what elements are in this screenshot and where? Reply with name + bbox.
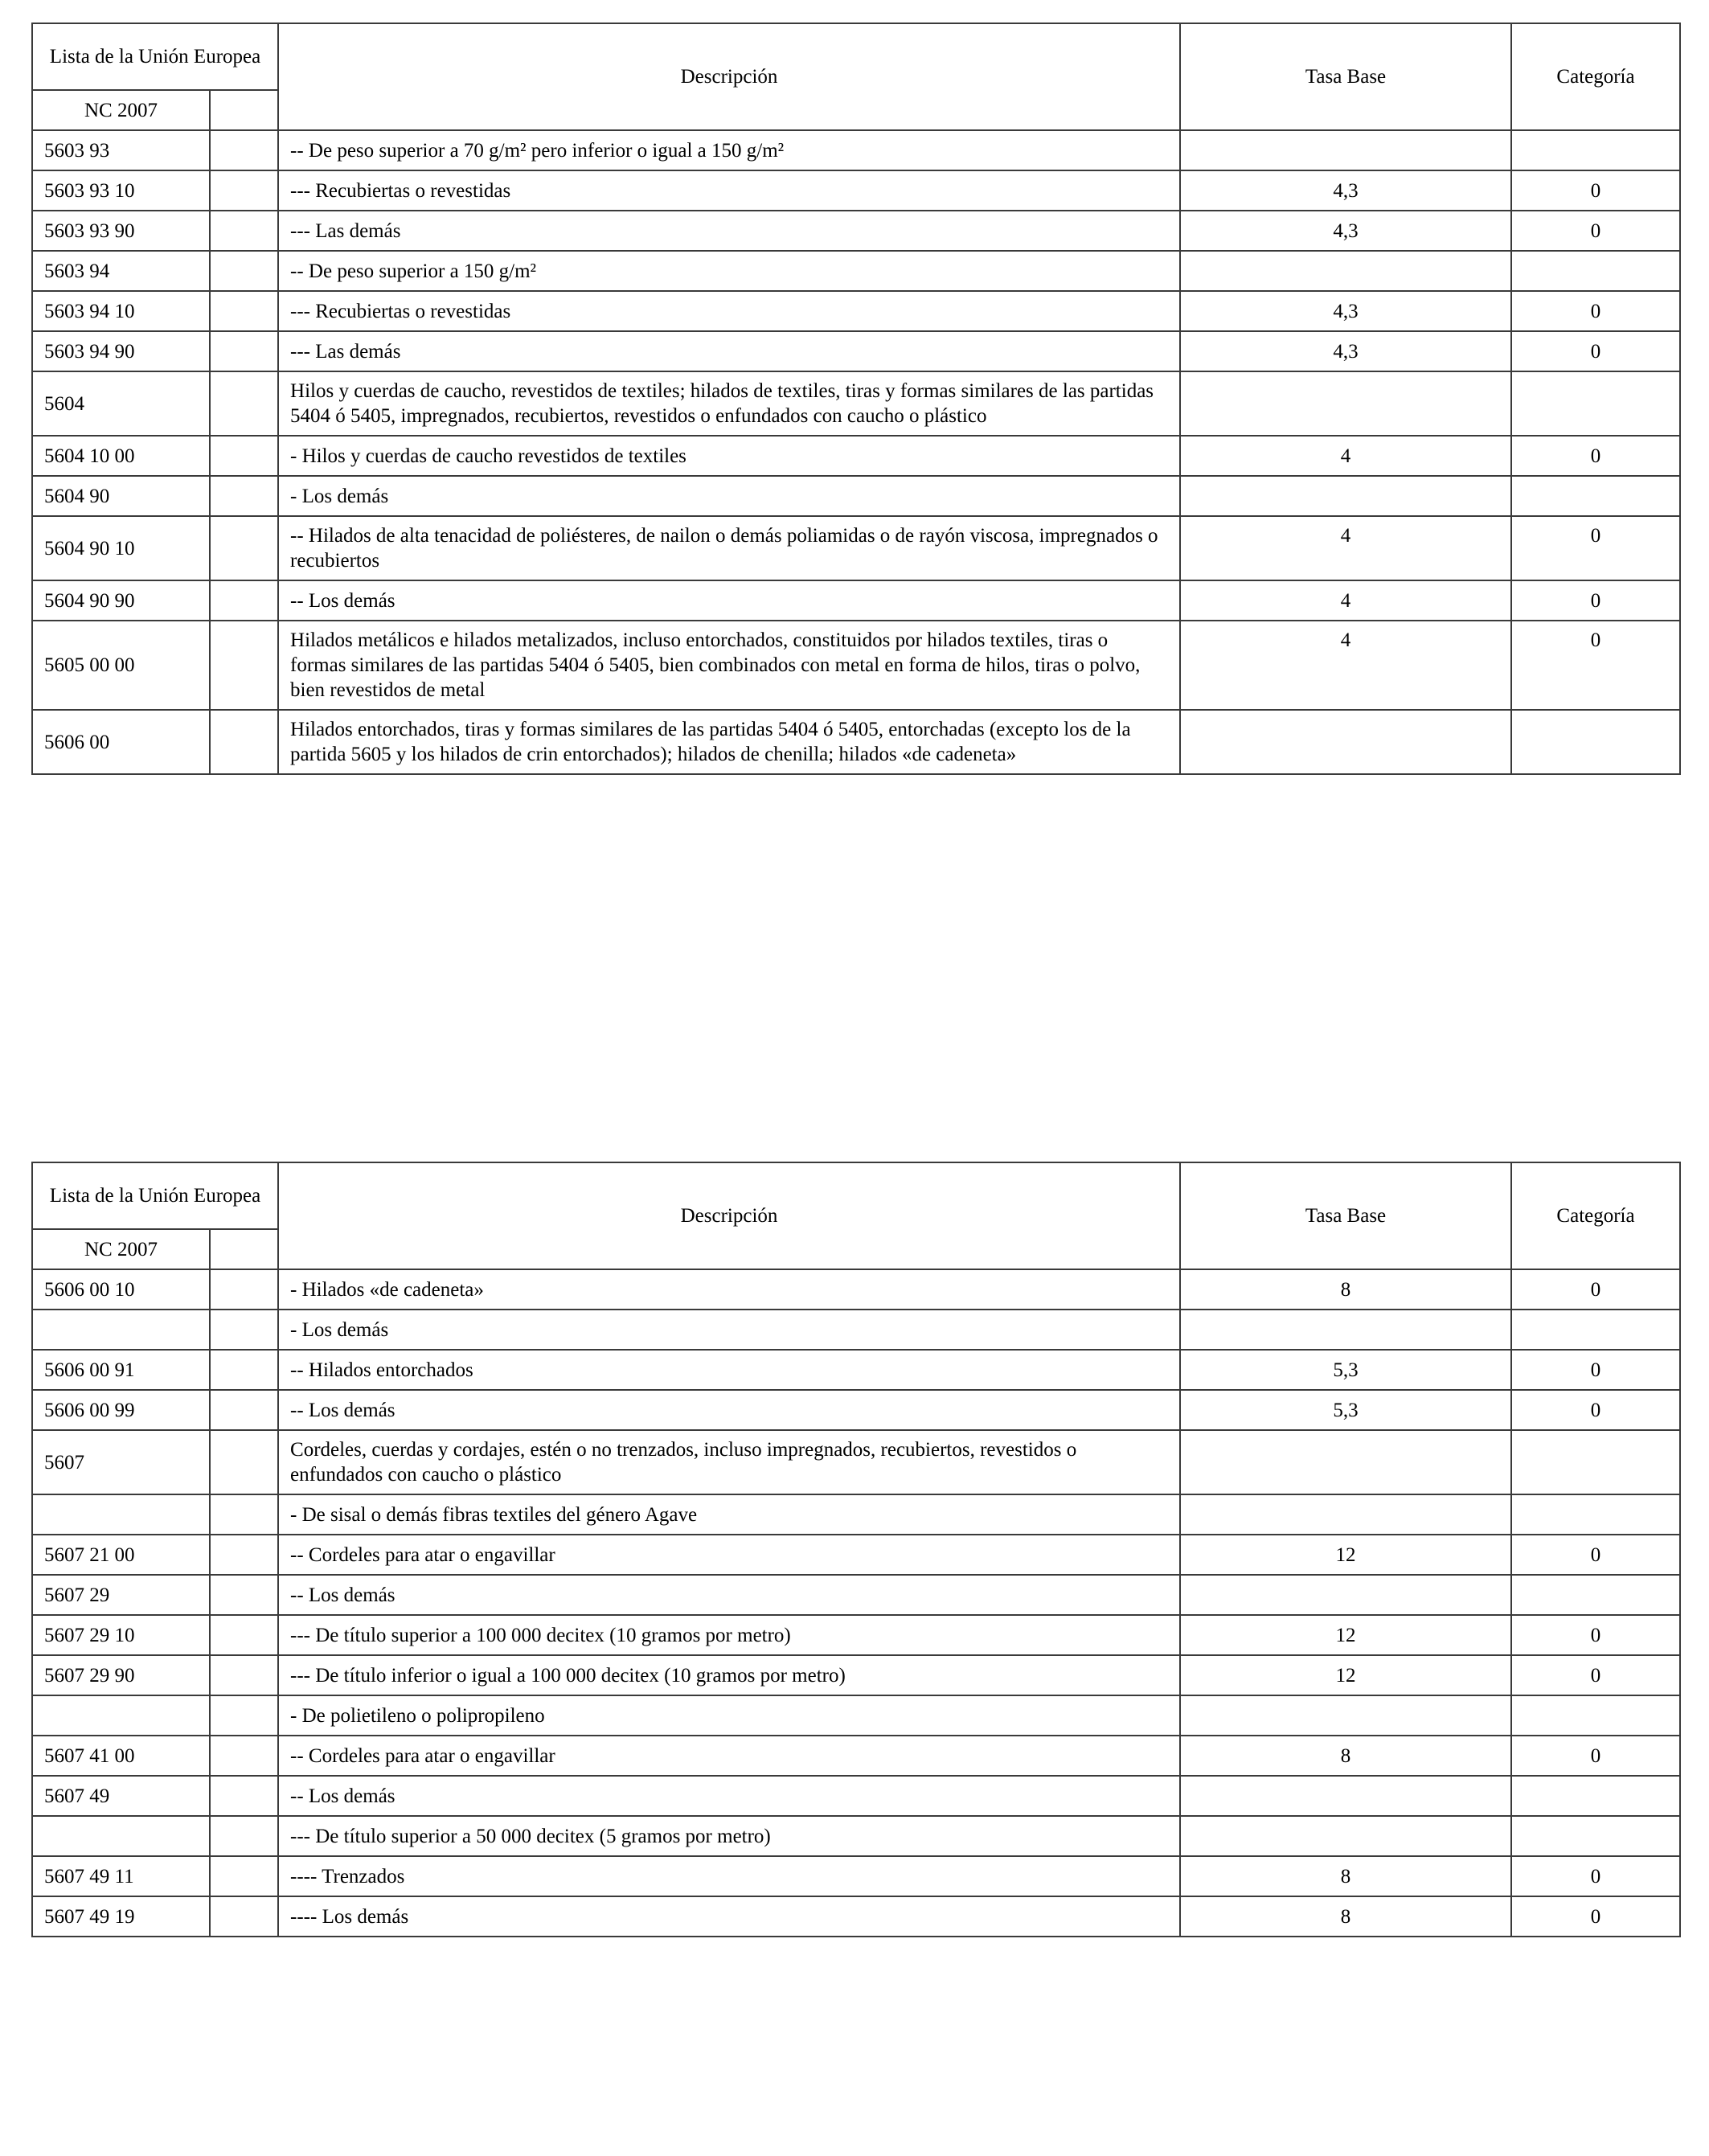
header-list-label: Lista de la Unión Europea	[32, 23, 278, 90]
category-cell	[1511, 371, 1680, 436]
category-cell: 0	[1511, 436, 1680, 476]
base-rate-cell: 12	[1180, 1615, 1511, 1655]
spacer-cell	[210, 1350, 278, 1390]
description-cell: -- Los demás	[278, 580, 1180, 621]
table-row	[32, 1615, 1680, 1655]
spacer-cell	[210, 291, 278, 331]
nc-code-cell	[32, 1310, 210, 1350]
description-cell: --- Recubiertas o revestidas	[278, 170, 1180, 211]
nc-code-cell: 5607 21 00	[32, 1535, 210, 1575]
base-rate-cell	[1180, 476, 1511, 516]
base-rate-cell: 4,3	[1180, 170, 1511, 211]
nc-code-cell: 5603 93 90	[32, 211, 210, 251]
table-row	[32, 1896, 1680, 1937]
table-row	[32, 1430, 1680, 1494]
table-row	[32, 251, 1680, 291]
description-cell: - Los demás	[278, 476, 1180, 516]
spacer-cell	[210, 331, 278, 371]
base-rate-cell: 4,3	[1180, 291, 1511, 331]
spacer-cell	[210, 516, 278, 580]
spacer-cell	[210, 1816, 278, 1856]
table-row	[32, 1816, 1680, 1856]
description-cell: -- Hilados entorchados	[278, 1350, 1180, 1390]
category-cell	[1511, 1494, 1680, 1535]
spacer-cell	[210, 1695, 278, 1736]
nc-code-cell: 5603 93 10	[32, 170, 210, 211]
base-rate-cell	[1180, 1695, 1511, 1736]
table-row	[32, 1856, 1680, 1896]
nc-code-cell	[32, 1816, 210, 1856]
header-category: Categoría	[1511, 23, 1680, 130]
spacer-cell	[210, 1856, 278, 1896]
spacer-cell	[210, 251, 278, 291]
description-cell: -- Hilados de alta tenacidad de poliésteres, de nailon o demás poliamidas o de rayón viscosa, impregnados o recubiertos	[278, 516, 1180, 580]
header-base-rate: Tasa Base	[1180, 23, 1511, 130]
category-cell: 0	[1511, 1535, 1680, 1575]
nc-code-cell: 5607 41 00	[32, 1736, 210, 1776]
base-rate-cell: 8	[1180, 1896, 1511, 1937]
table-body	[32, 1269, 1680, 1937]
description-cell: -- Los demás	[278, 1390, 1180, 1430]
spacer-cell	[210, 1896, 278, 1937]
base-rate-cell: 12	[1180, 1655, 1511, 1695]
nc-code-cell	[32, 1695, 210, 1736]
category-cell	[1511, 1776, 1680, 1816]
description-cell: - Hilos y cuerdas de caucho revestidos de textiles	[278, 436, 1180, 476]
description-cell: -- Los demás	[278, 1776, 1180, 1816]
category-cell: 0	[1511, 621, 1680, 710]
spacer-cell	[210, 371, 278, 436]
header-list-label: Lista de la Unión Europea	[32, 1162, 278, 1229]
category-cell: 0	[1511, 580, 1680, 621]
category-cell: 0	[1511, 1896, 1680, 1937]
spacer-cell	[210, 1430, 278, 1494]
nc-code-cell: 5607 49 11	[32, 1856, 210, 1896]
category-cell: 0	[1511, 516, 1680, 580]
category-cell: 0	[1511, 211, 1680, 251]
spacer-cell	[210, 1390, 278, 1430]
base-rate-cell: 5,3	[1180, 1350, 1511, 1390]
table-row	[32, 1736, 1680, 1776]
nc-code-cell: 5603 94 90	[32, 331, 210, 371]
spacer-cell	[210, 170, 278, 211]
table-row	[32, 1695, 1680, 1736]
base-rate-cell	[1180, 1430, 1511, 1494]
description-cell: -- Cordeles para atar o engavillar	[278, 1736, 1180, 1776]
description-cell: --- Recubiertas o revestidas	[278, 291, 1180, 331]
table-row	[32, 436, 1680, 476]
description-cell: --- Las demás	[278, 331, 1180, 371]
base-rate-cell: 12	[1180, 1535, 1511, 1575]
nc-code-cell: 5607 29	[32, 1575, 210, 1615]
category-cell: 0	[1511, 1269, 1680, 1310]
nc-code-cell: 5606 00 99	[32, 1390, 210, 1430]
category-cell: 0	[1511, 1615, 1680, 1655]
nc-code-cell: 5606 00 91	[32, 1350, 210, 1390]
description-cell: Hilados metálicos e hilados metalizados, incluso entorchados, constituidos por hilados textiles, tiras o formas similares de las partidas 5404 ó 5405, bien combinados con metal en forma de hilos, tiras o polvo, bien revestidos de metal	[278, 621, 1180, 710]
nc-code-cell: 5607 49	[32, 1776, 210, 1816]
table-row	[32, 1310, 1680, 1350]
description-cell: ---- Los demás	[278, 1896, 1180, 1937]
header-description: Descripción	[278, 1162, 1180, 1269]
description-cell: -- De peso superior a 150 g/m²	[278, 251, 1180, 291]
nc-code-cell: 5604 10 00	[32, 436, 210, 476]
base-rate-cell	[1180, 1575, 1511, 1615]
category-cell: 0	[1511, 1390, 1680, 1430]
tariff-table-2	[31, 1162, 1681, 1937]
spacer-cell	[210, 621, 278, 710]
table-row	[32, 331, 1680, 371]
description-cell: -- De peso superior a 70 g/m² pero inferior o igual a 150 g/m²	[278, 130, 1180, 170]
description-cell: --- De título superior a 100 000 decitex (10 gramos por metro)	[278, 1615, 1180, 1655]
table-row	[32, 1575, 1680, 1615]
base-rate-cell: 4,3	[1180, 331, 1511, 371]
description-cell: - Los demás	[278, 1310, 1180, 1350]
header-category: Categoría	[1511, 1162, 1680, 1269]
category-cell: 0	[1511, 1655, 1680, 1695]
category-cell: 0	[1511, 1856, 1680, 1896]
category-cell	[1511, 251, 1680, 291]
table-row	[32, 1655, 1680, 1695]
spacer-cell	[210, 1310, 278, 1350]
table-row	[32, 371, 1680, 436]
category-cell: 0	[1511, 331, 1680, 371]
spacer-cell	[210, 130, 278, 170]
description-cell: Hilos y cuerdas de caucho, revestidos de textiles; hilados de textiles, tiras y formas similares de las partidas 5404 ó 5405, impregnados, recubiertos, revestidos o enfundados con caucho o plástico	[278, 371, 1180, 436]
table-row	[32, 1269, 1680, 1310]
nc-code-cell	[32, 1494, 210, 1535]
category-cell	[1511, 1310, 1680, 1350]
category-cell: 0	[1511, 170, 1680, 211]
category-cell: 0	[1511, 291, 1680, 331]
description-cell: - Hilados «de cadeneta»	[278, 1269, 1180, 1310]
spacer-cell	[210, 211, 278, 251]
table-row	[32, 1350, 1680, 1390]
tariff-table-1	[31, 23, 1681, 775]
description-cell: Cordeles, cuerdas y cordajes, estén o no trenzados, incluso impregnados, recubiertos, revestidos o enfundados con caucho o plástico	[278, 1430, 1180, 1494]
nc-code-cell: 5605 00 00	[32, 621, 210, 710]
description-cell: - De sisal o demás fibras textiles del género Agave	[278, 1494, 1180, 1535]
base-rate-cell: 8	[1180, 1269, 1511, 1310]
header-empty-cell	[210, 90, 278, 130]
base-rate-cell	[1180, 371, 1511, 436]
table-row	[32, 621, 1680, 710]
base-rate-cell	[1180, 1310, 1511, 1350]
base-rate-cell	[1180, 1494, 1511, 1535]
table-row	[32, 211, 1680, 251]
table-row	[32, 1390, 1680, 1430]
nc-code-cell: 5607 29 10	[32, 1615, 210, 1655]
nc-code-cell: 5603 94	[32, 251, 210, 291]
spacer-cell	[210, 1535, 278, 1575]
category-cell	[1511, 1816, 1680, 1856]
nc-code-cell: 5607 49 19	[32, 1896, 210, 1937]
base-rate-cell	[1180, 1816, 1511, 1856]
spacer-cell	[210, 710, 278, 774]
table-row	[32, 476, 1680, 516]
base-rate-cell: 4	[1180, 621, 1511, 710]
spacer-cell	[210, 1655, 278, 1695]
base-rate-cell	[1180, 251, 1511, 291]
table-row	[32, 291, 1680, 331]
base-rate-cell: 4	[1180, 516, 1511, 580]
description-cell: --- Las demás	[278, 211, 1180, 251]
category-cell	[1511, 130, 1680, 170]
header-nc-2007: NC 2007	[32, 1229, 210, 1269]
base-rate-cell	[1180, 1776, 1511, 1816]
category-cell: 0	[1511, 1350, 1680, 1390]
category-cell	[1511, 1695, 1680, 1736]
nc-code-cell: 5604 90 90	[32, 580, 210, 621]
base-rate-cell	[1180, 130, 1511, 170]
nc-code-cell: 5603 93	[32, 130, 210, 170]
table-row	[32, 710, 1680, 774]
spacer-cell	[210, 1736, 278, 1776]
header-description: Descripción	[278, 23, 1180, 130]
description-cell: --- De título superior a 50 000 decitex (5 gramos por metro)	[278, 1816, 1180, 1856]
spacer-cell	[210, 1615, 278, 1655]
description-cell: -- Cordeles para atar o engavillar	[278, 1535, 1180, 1575]
header-base-rate: Tasa Base	[1180, 1162, 1511, 1269]
table-body	[32, 130, 1680, 774]
base-rate-cell: 4,3	[1180, 211, 1511, 251]
category-cell	[1511, 476, 1680, 516]
spacer-cell	[210, 1575, 278, 1615]
category-cell	[1511, 710, 1680, 774]
table-header	[32, 1162, 1680, 1269]
spacer-cell	[210, 436, 278, 476]
spacer-cell	[210, 1494, 278, 1535]
spacer-cell	[210, 580, 278, 621]
header-empty-cell	[210, 1229, 278, 1269]
base-rate-cell	[1180, 710, 1511, 774]
base-rate-cell: 4	[1180, 580, 1511, 621]
table-row	[32, 516, 1680, 580]
nc-code-cell: 5606 00	[32, 710, 210, 774]
description-cell: ---- Trenzados	[278, 1856, 1180, 1896]
category-cell	[1511, 1430, 1680, 1494]
description-cell: -- Los demás	[278, 1575, 1180, 1615]
table-header	[32, 23, 1680, 130]
nc-code-cell: 5607 29 90	[32, 1655, 210, 1695]
nc-code-cell: 5604 90 10	[32, 516, 210, 580]
description-cell: - De polietileno o polipropileno	[278, 1695, 1180, 1736]
spacer-cell	[210, 1776, 278, 1816]
table-row	[32, 1535, 1680, 1575]
base-rate-cell: 5,3	[1180, 1390, 1511, 1430]
table-row	[32, 1776, 1680, 1816]
table-row	[32, 130, 1680, 170]
nc-code-cell: 5604	[32, 371, 210, 436]
base-rate-cell: 8	[1180, 1856, 1511, 1896]
description-cell: --- De título inferior o igual a 100 000 decitex (10 gramos por metro)	[278, 1655, 1180, 1695]
table-row	[32, 580, 1680, 621]
nc-code-cell: 5604 90	[32, 476, 210, 516]
table-row	[32, 170, 1680, 211]
table-row	[32, 1494, 1680, 1535]
base-rate-cell: 8	[1180, 1736, 1511, 1776]
nc-code-cell: 5603 94 10	[32, 291, 210, 331]
spacer-cell	[210, 1269, 278, 1310]
description-cell: Hilados entorchados, tiras y formas similares de las partidas 5404 ó 5405, entorchadas (excepto los de la partida 5605 y los hilados de crin entorchados); hilados de chenilla; hilados «de cadeneta»	[278, 710, 1180, 774]
header-nc-2007: NC 2007	[32, 90, 210, 130]
nc-code-cell: 5606 00 10	[32, 1269, 210, 1310]
category-cell	[1511, 1575, 1680, 1615]
nc-code-cell: 5607	[32, 1430, 210, 1494]
spacer-cell	[210, 476, 278, 516]
base-rate-cell: 4	[1180, 436, 1511, 476]
category-cell: 0	[1511, 1736, 1680, 1776]
